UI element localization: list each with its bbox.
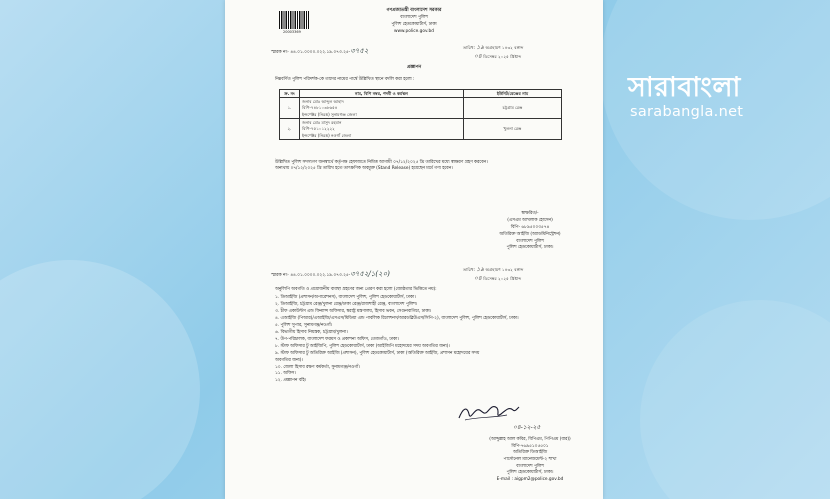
handwritten-signature [457, 400, 521, 426]
signatory-name: (আব্দুল্লাহ আল কবির, বিপিএম, পিপিএম (বার)) [489, 437, 571, 442]
distribution-list [275, 295, 519, 385]
date2-english-day: ০৪ [474, 275, 482, 283]
officer-name: জনাব মোঃ আব্দুল আহাদ [302, 98, 344, 104]
memo-number [271, 47, 368, 57]
list-item: ৩. চীফ একাউন্টস এন্ড ফিন্যান্স অফিসার, স্বরাষ্ট্র মন্ত্রণালয়, হিসাব ভবন, সেগুনবাগিচা, ঢাকা। [275, 308, 432, 314]
transfer-table [279, 89, 562, 140]
table-header-row [280, 90, 562, 98]
date2-bangla: অগ্রহায়ণ ১৪৩২ বঙ্গাব্দ [485, 267, 524, 272]
officer-bp: বিপি-৭৪৮১০৩৮৬৫৪ [302, 105, 338, 111]
header-hq: পুলিশ হেডকোয়ার্টার্স, ঢাকা [391, 22, 437, 27]
header-website: www.police.gov.bd [393, 29, 435, 34]
header-police: বাংলাদেশ পুলিশ [400, 15, 428, 20]
list-item: ৬. বিভাগীয় হিসাব নিয়ন্ত্রক, চট্টগ্রাম/খুলনা। [275, 329, 348, 335]
sarabangla-logo [628, 74, 758, 120]
signatory-section: পার্সোনেল ম্যানেজমেন্ট-২ শাখা [503, 456, 557, 462]
date-label: তারিখ: [463, 45, 476, 50]
list-item: ১২. প্রজ্ঞাপন বহি। [275, 378, 307, 384]
table-header-unit: ইউনিট/রেঞ্জের নাম [464, 90, 562, 98]
signatory-org: বাংলাদেশ পুলিশ [516, 238, 544, 244]
list-item: ৪. এআইজি (পিআর)/এআইজি/এসএস/মিডিয়া এন্ড পাবলিক রিলেশনস/আরডব্লিউএস/সিপি-২), বাংলাদেশ পুলিশ, পুলিশ হেডকোয়ার্টার্স, ঢাকা। [275, 315, 519, 321]
logo-domain: sarabangla.net [630, 104, 744, 120]
date-label: তারিখ: [463, 267, 476, 272]
body-paragraph [275, 160, 565, 172]
list-item: ৯. স্টাফ অফিসার টু অতিরিক্ত আইজি (প্রশাসন), পুলিশ হেডকোয়ার্টার্স, ঢাকা (অতিরিক্ত আইজি, প্রশাসন মহোদয়ের সদয় [275, 350, 480, 356]
background-decoration [640, 300, 830, 499]
signatory-email: E-mail : aigpm2@police.gov.bd [496, 476, 564, 482]
police-notice-document [225, 0, 603, 499]
list-item: ৮. স্টাফ অফিসার টু আইজিপি, পুলিশ হেডকোয়ার্টার্স, ঢাকা (আইজিপি মহোদয়ের সদয় অবগতির জন্য)। [275, 343, 450, 349]
list-item: ১. ডিআইজি (প্রশাসন/অপারেশনস), বাংলাদেশ পুলিশ, পুলিশ হেডকোয়ার্টার্স, ঢাকা। [275, 295, 416, 300]
signatory-bp: বিপি-৭৬৯৫১০৫৫০১ [511, 443, 549, 449]
memo-date [463, 43, 524, 62]
date-bangla: অগ্রহায়ণ ১৪৩২ বঙ্গাব্দ [485, 45, 524, 50]
signatory-block-1 [470, 211, 590, 252]
date2-bangla-day: ১৯ [476, 266, 485, 273]
memo-handwritten: ৩৭৫২ [350, 47, 369, 55]
date2-english: ডিসেম্বর ২০২৫ খ্রিষ্টাব্দ [483, 276, 522, 282]
row-serial: ১. [280, 98, 300, 119]
background-decoration [0, 260, 200, 499]
row-officer [300, 119, 464, 140]
signatory-office: পুলিশ হেডকোয়ার্টার্স, ঢাকা। [506, 470, 554, 476]
barcode-number: 20003369 [283, 30, 301, 34]
table-row [280, 119, 562, 140]
table-row [280, 98, 562, 119]
memo-prefix: স্মারক নং- ৪৪.০১.০০০০.০২২.১৯.০৭৩.২৫- [271, 50, 351, 55]
table-header-name: নাম, বিপি নম্বর, পদবী ও কর্মস্থল [300, 90, 464, 98]
memo2-handwritten: ৩৭৫২/১(২০) [350, 270, 390, 278]
officer-name: জনাব মোঃ মাসুদ রহমান [302, 119, 342, 125]
list-item: ৫. পুলিশ সুপার, সুনামগঞ্জ/নওগাঁ। [275, 322, 333, 328]
date-english: ডিসেম্বর ২০২৫ খ্রিষ্টাব্দ [483, 54, 522, 60]
row-unit: চট্টগ্রাম রেঞ্জ [464, 98, 562, 119]
list-item: ৭. উপ-পরিচালক, বাংলাদেশ ফরমস ও প্রকাশনা অফিস, তেজগাঁও, ঢাকা। [275, 336, 399, 342]
signed-label: স্বাক্ষরিত/- [521, 211, 539, 216]
officer-post: ইন্সপেক্টর (নিরস্ত্র) নওগাঁ জেলা [302, 132, 352, 138]
body-line: উল্লিখিত পুলিশ সদস্যগণ জনস্বার্থে কর্তৃপক্ষ হেফাজতে নিমিত্ত আগামী ০৭/১২/২০২৫ খ্রি তারিখের মধ্যে স্বাক্ষরণ গ্রহণ করবেন। [275, 160, 488, 165]
officer-post: ইন্সপেক্টর (নিরস্ত্র) সুনামগঞ্জ জেলা [302, 111, 357, 117]
table-header-serial: ক্র. নং [280, 90, 300, 98]
header-government: গণপ্রজাতন্ত্রী বাংলাদেশ সরকার [386, 8, 442, 13]
signature-date: ০৪-১২-২৫ [513, 424, 541, 431]
row-serial: ২. [280, 119, 300, 140]
signatory-designation: অতিরিক্ত ডিআইজি [512, 450, 548, 456]
date-bangla-day: ১৯ [476, 44, 485, 51]
list-item: ১০. জেলা হিসাব রক্ষণ কর্মকর্তা, সুনামগঞ্জ/নওগাঁ। [275, 364, 360, 370]
notice-title: প্রজ্ঞাপন [406, 65, 422, 70]
memo-date-copy [463, 265, 524, 284]
officer-bp: বিপি-৭৫১০১২২২২ [302, 126, 335, 132]
signatory-org: বাংলাদেশ পুলিশ [516, 463, 544, 469]
list-item: ১১. অফিস। [275, 371, 296, 377]
list-item: অবগতির জন্য)। [275, 357, 303, 363]
body-line: অন্যথায় ০৭/১২/২০২৫ খ্রি তারিখ হতে তাৎক্ষণিক অবমুক্ত (Stand Release) হয়েছেন মর্মে গণ্য হবেন। [275, 166, 453, 172]
list-item: ২. ডিআইজি, চট্টগ্রাম রেঞ্জ/খুলনা রেঞ্জ/ঢাকা রেঞ্জ/রাজশাহী রেঞ্জ, বাংলাদেশ পুলিশ। [275, 301, 418, 307]
memo-number-copy [271, 270, 390, 280]
signatory-bp: বিপি- ৬৮৯৫০০৩৫৭৪ [510, 224, 550, 230]
signatory-office: পুলিশ হেডকোয়ার্টার্স, ঢাকা। [506, 245, 554, 251]
signatory-designation: অতিরিক্ত আইজি (অ্যাডমিনিস্ট্রেশন) [499, 231, 561, 237]
signatory-name: (এসএম আখলাক হোসেন) [507, 217, 553, 223]
intro-text: নিম্নবর্ণিত পুলিশ পরিদর্শক-কে তাদের নামের পার্শ্বে উল্লিখিত স্থানে বদলি করা হলো : [275, 77, 415, 82]
logo-wordmark: সারাবাংলা [628, 72, 741, 103]
signatory-block-2 [470, 437, 590, 484]
copy-intro: অনুলিপি অবগতি ও প্রয়োজনীয় ব্যবস্থা গ্রহণের জন্য প্রেরণ করা হলো (জ্যেষ্ঠতার ভিত্তিতে নয়): [275, 287, 437, 292]
row-officer [300, 98, 464, 119]
memo2-prefix: স্মারক নং- ৪৪.০১.০০০০.০২২.১৯.০৭৩.২৫- [271, 273, 351, 278]
date-english-day: ০৪ [474, 53, 482, 61]
row-unit: খুলনা রেঞ্জ [464, 119, 562, 140]
